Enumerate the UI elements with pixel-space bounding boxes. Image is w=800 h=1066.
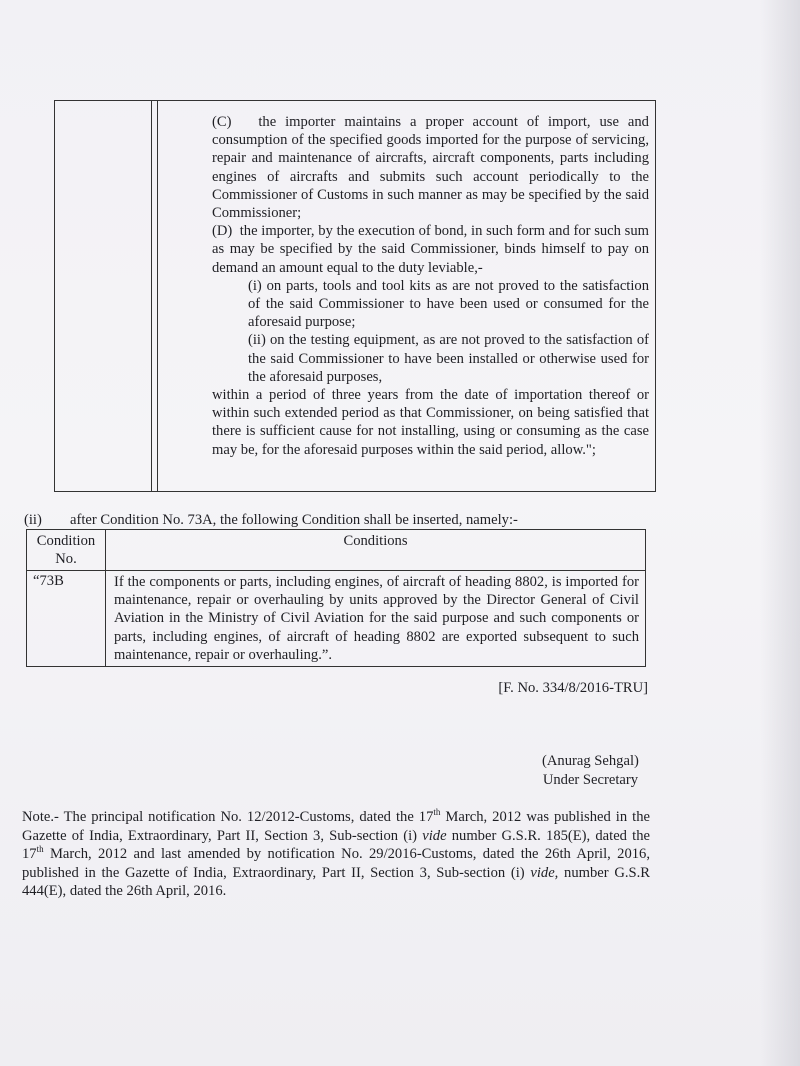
header-condition-no: Condition No. <box>27 530 106 571</box>
clause-d-text: the importer, by the execution of bond, in such form and for such sum as may be specified by the said Commissioner, binds himself to pay on demand an amount equal to the duty leviable,- <box>212 223 650 276</box>
section-ii-intro <box>24 512 518 529</box>
note-paragraph <box>22 808 650 901</box>
condition-text-cell: If the components or parts, including engines, of aircraft of heading 8802, is imported for maintenance, repair or overhauling by units approved by the Director General of Civil Aviation in the Ministry of Civil Aviation for the said purpose and such components or parts, including engines, of aircraft of heading 8802 are exported subsequent to such maintenance, repair or overhauling.”. <box>106 571 646 667</box>
clause-c <box>212 113 649 222</box>
signatory-title: Under Secretary <box>542 771 639 788</box>
clause-c-label: (C) <box>212 114 232 130</box>
clause-c-text: the importer maintains a proper account of import, use and consumption of the specified goods imported for the purpose of servicing, repair and maintenance of aircrafts, aircraft components, parts including engines of aircrafts and submits such account periodically to the Commissioner of Customs in such manner as may be specified by the said Commissioner; <box>212 114 649 222</box>
condition-number-cell: “73B <box>27 571 106 667</box>
header-conditions: Conditions <box>106 530 646 571</box>
note-text-4: March, 2012 and last amended by notification No. 29/2016-Customs, dated the 26th April, 2016, published in the Gazette of India, Extraordinary, Part II, Section 3, Sub-section (i) <box>22 846 650 881</box>
section-ii-text: after Condition No. 73A, the following Condition shall be inserted, namely:- <box>70 512 518 528</box>
conditions-header-row <box>27 530 646 571</box>
file-number: [F. No. 334/8/2016-TRU] <box>498 680 648 696</box>
sub-clause-ii: (ii) on the testing equipment, as are not proved to the satisfaction of the said Commissioner to have been installed or otherwise used for the aforesaid purposes, <box>248 332 649 385</box>
table-text-column <box>158 101 655 491</box>
note-text-3: number G.S.R. 185(E), dated the 17 <box>22 827 650 863</box>
note-text-2: March, 2012 was published in the Gazette of India, Extraordinary, Part II, Section 3, Sub-section (i) <box>22 809 650 844</box>
sub-clause-i: (i) on parts, tools and tool kits as are not proved to the satisfaction of the said Commissioner to have been used or consumed for the aforesaid purpose; <box>248 277 649 331</box>
signatory-block <box>542 752 639 789</box>
table-blank-column <box>55 101 152 491</box>
note-vide-1: vide <box>422 827 447 844</box>
continued-conditions-table <box>54 100 656 492</box>
note-text-1: Note.- The principal notification No. 12/2012-Customs, dated the 17 <box>22 809 434 825</box>
clause-d <box>212 222 649 277</box>
table-row <box>27 571 646 667</box>
note-text-5: number G.S.R 444(E), dated the 26th April, 2016. <box>22 864 651 900</box>
note-sup-2: th <box>36 844 44 855</box>
section-ii-number: (ii) <box>24 512 42 528</box>
page-edge-shadow <box>760 0 800 1066</box>
clause-d-label: (D) <box>212 223 233 240</box>
note-sup-1: th <box>433 807 441 818</box>
note-vide-2: vide, <box>530 864 559 881</box>
signatory-name: (Anurag Sehgal) <box>542 753 639 769</box>
conditions-table <box>26 529 646 667</box>
closing-paragraph: within a period of three years from the date of importation thereof or within such extended period as that Commissioner, on being satisfied that there is sufficient cause for not installing, using or consuming as the case may be, for the aforesaid purposes within the said period, allow."; <box>212 387 649 458</box>
